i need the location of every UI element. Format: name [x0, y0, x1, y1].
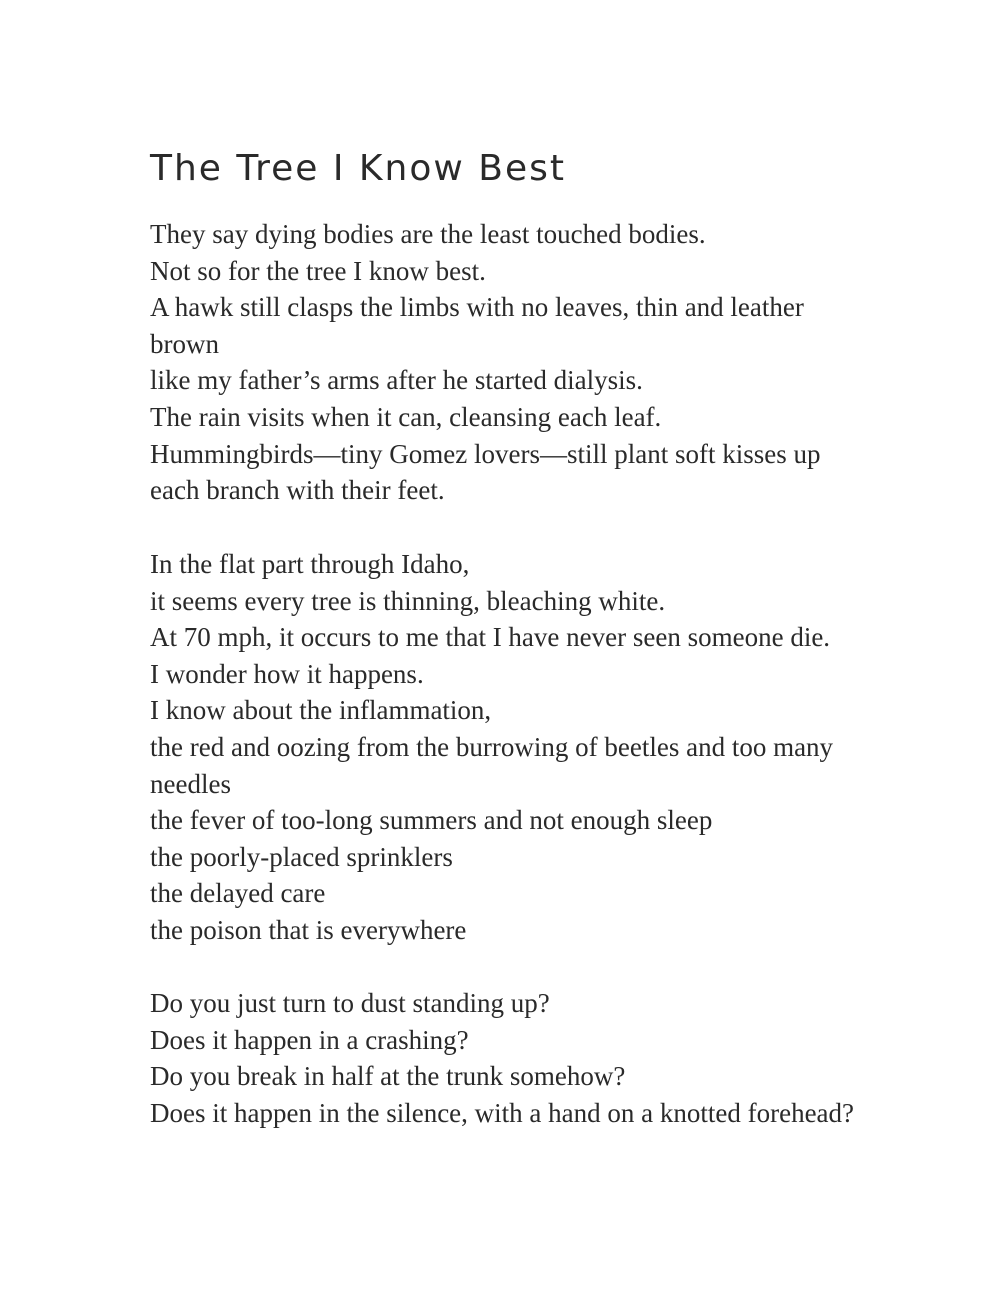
- poem-line: I know about the inflammation,: [150, 695, 492, 726]
- poem-line: the fever of too-long summers and not enough sleep: [150, 805, 713, 836]
- stanza-3: [150, 985, 950, 1131]
- poem-line: Do you just turn to dust standing up?: [150, 988, 550, 1018]
- poem-title: The Tree I Know Best: [150, 148, 566, 189]
- stanza-2: [150, 546, 950, 949]
- poem-line: like my father’s arms after he started dialysis.: [150, 365, 643, 396]
- stanza-1: [150, 216, 950, 509]
- poem-line: Do you break in half at the trunk somehow?: [150, 1061, 626, 1092]
- poem-line: I wonder how it happens.: [150, 658, 424, 689]
- poem-line: Does it happen in a crashing?: [150, 1024, 469, 1055]
- poem-line: Hummingbirds—tiny Gomez lovers—still plant soft kisses up: [150, 438, 821, 469]
- poem-line: needles: [150, 768, 231, 799]
- poem-line: each branch with their feet.: [150, 475, 445, 506]
- poem-line: Not so for the tree I know best.: [150, 255, 486, 286]
- poem-line: the delayed care: [150, 878, 326, 909]
- poem-line: They say dying bodies are the least touched bodies.: [150, 219, 706, 249]
- poem-line: the red and oozing from the burrowing of beetles and too many: [150, 731, 834, 762]
- poem-line: Does it happen in the silence, with a hand on a knotted forehead?: [150, 1097, 855, 1128]
- poem-line: In the flat part through Idaho,: [150, 549, 470, 579]
- poem-line: At 70 mph, it occurs to me that I have never seen someone die.: [150, 622, 831, 653]
- poem-line: A hawk still clasps the limbs with no leaves, thin and leather: [150, 292, 804, 323]
- poem-line: the poorly-placed sprinklers: [150, 841, 453, 872]
- poem-line: the poison that is everywhere: [150, 914, 467, 945]
- poem-line: it seems every tree is thinning, bleaching white.: [150, 585, 666, 616]
- poem-line: brown: [150, 328, 219, 359]
- poem-line: The rain visits when it can, cleansing each leaf.: [150, 401, 662, 432]
